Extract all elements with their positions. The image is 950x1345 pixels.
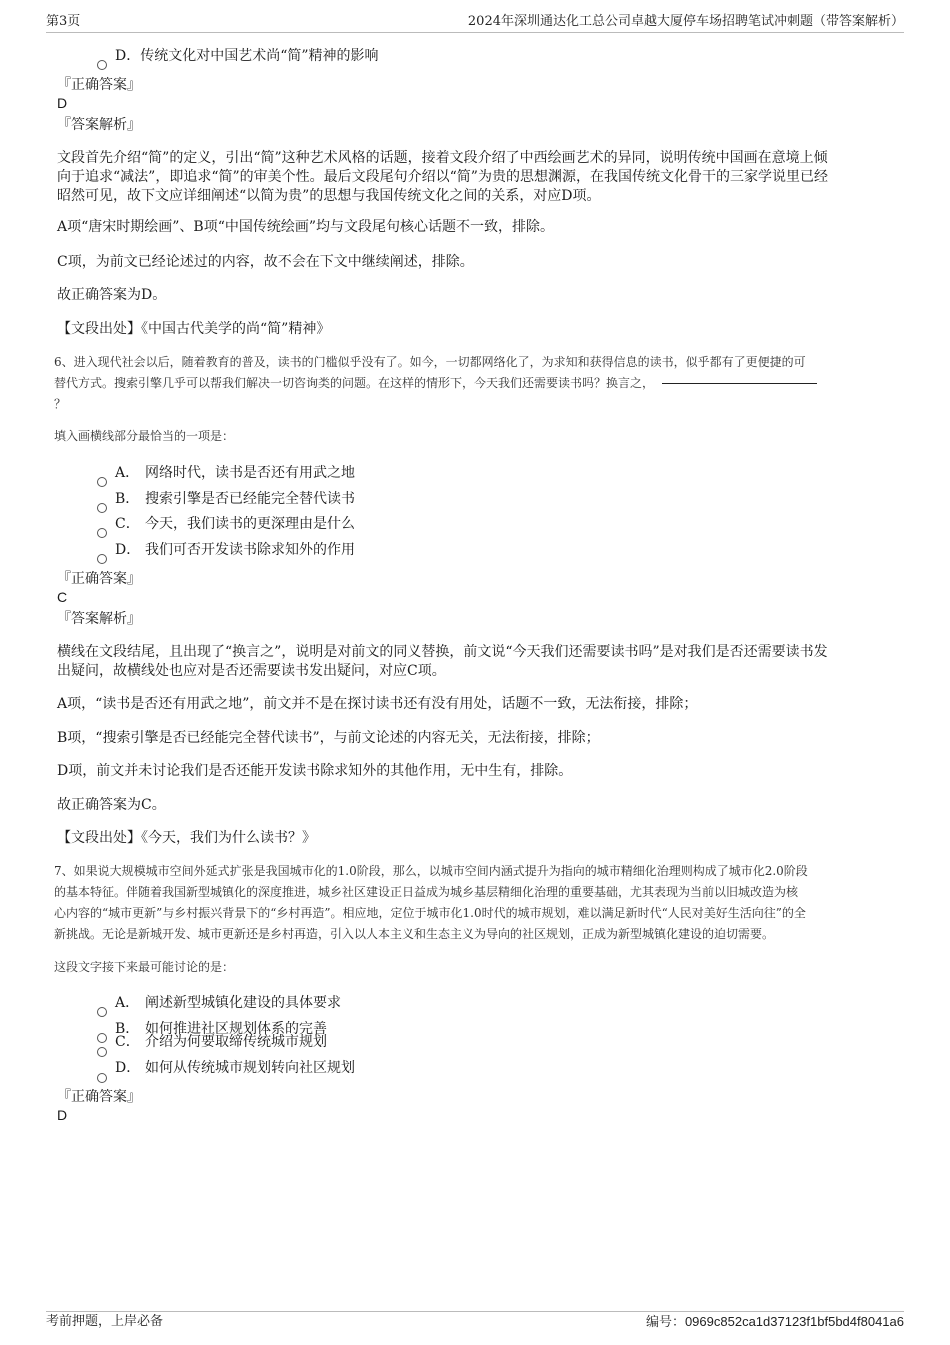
option-d-radio[interactable]: [97, 549, 107, 568]
option-text: 我们可否开发读书除求知外的作用: [145, 542, 355, 558]
option-c-radio[interactable]: [97, 1042, 107, 1061]
option-c: [115, 514, 355, 534]
answer-value: C: [57, 589, 68, 605]
stem-line: 替代方式。搜索引擎几乎可以帮我们解决一切咨询类的问题。在这样的情形下，今天我们还需要读书吗？换言之，: [54, 373, 904, 394]
source-citation: 【文段出处】《今天，我们为什么读书？》: [57, 830, 316, 846]
option-text: 阐述新型城镇化建设的具体要求: [145, 995, 341, 1011]
analysis-paragraph: A项，“读书是否还有用武之地”，前文并不是在探讨读书还有没有用处，话题不一致，无法衔接，排除；: [57, 696, 698, 712]
option-a: [115, 993, 341, 1013]
option-key: A．: [115, 465, 140, 481]
source-citation: 【文段出处】《中国古代美学的尚“简”精神》: [57, 321, 331, 337]
option-text: 搜索引擎是否已经能完全替代读书: [145, 491, 355, 507]
stem-line: 7、如果说大规模城市空间外延式扩张是我国城市化的1.0阶段，那么，以城市空间内涵式提升为指向的城市精细化治理则构成了城市化2.0阶段: [54, 864, 808, 878]
option-d-radio[interactable]: [97, 55, 107, 74]
option-d: [115, 1058, 355, 1078]
footer-divider: [46, 1311, 904, 1312]
option-d-radio[interactable]: [97, 1068, 107, 1087]
page-number: 第3页: [46, 14, 81, 29]
footer-slogan: 考前押题，上岸必备: [46, 1314, 164, 1329]
answer-value: D: [57, 1107, 68, 1123]
analysis-line: 横线在文段结尾，且出现了“换言之”，说明是对前文的同义替换，前文说“今天我们还需要读书吗”是对我们是否还需要读书发: [57, 644, 828, 660]
analysis-paragraph: 故正确答案为D。: [57, 287, 167, 303]
analysis-paragraph: 故正确答案为C。: [57, 797, 166, 813]
option-key: B．: [115, 491, 140, 507]
document-id: [646, 1314, 904, 1331]
analysis-paragraph: D项，前文并未讨论我们是否还能开发读书除求知外的其他作用，无中生有，排除。: [57, 763, 573, 779]
option-a-radio[interactable]: [97, 472, 107, 491]
option-a: [115, 463, 355, 483]
analysis-line: 出疑问，故横线处也应对是否还需要读书发出疑问，对应C项。: [57, 663, 446, 679]
stem-line: 心内容的“城市更新”与乡村振兴背景下的“乡村再造”。相应地，定位于城市化1.0时代的城市规划，难以满足新时代“人民对美好生活向往”的全: [54, 906, 806, 920]
question-stem: [54, 352, 904, 415]
question-prompt: 这段文字接下来最可能讨论的是：: [54, 960, 235, 974]
analysis-line: 向于追求“减法”，即追求“简”的审美个性。最后文段尾句介绍以“简”为贵的思想渊源，在我国传统文化骨干的三家学说里已经: [57, 169, 828, 185]
answer-label: 『正确答案』: [57, 571, 141, 587]
option-key: D．: [115, 542, 141, 558]
header-divider: [46, 32, 904, 33]
answer-value: D: [57, 95, 68, 111]
option-text: 如何从传统城市规划转向社区规划: [145, 1060, 355, 1076]
analysis-label: 『答案解析』: [57, 117, 141, 133]
analysis-paragraph: [57, 149, 907, 206]
option-text: 介绍为何要取缔传统城市规划: [145, 1034, 327, 1050]
option-text: 网络时代，读书是否还有用武之地: [145, 465, 355, 481]
document-id-value: 0969c852ca1d37123f1bf5bd4f8041a6: [684, 1314, 904, 1329]
analysis-label: 『答案解析』: [57, 611, 141, 627]
option-text: 如何推进社区规划体系的完善: [145, 1021, 327, 1037]
analysis-line: 昭然可见，故下文应详细阐述“以简为贵”的思想与我国传统文化之间的关系，对应D项。: [57, 188, 601, 204]
option-a-radio[interactable]: [97, 1002, 107, 1021]
option-key: C．: [115, 1034, 140, 1050]
stem-line: 新挑战。无论是新城开发、城市更新还是乡村再造，引入以人本主义和生态主义为导向的社区规划，正成为新型城镇化建设的迫切需要。: [54, 927, 775, 941]
option-d: [115, 540, 355, 560]
answer-label: 『正确答案』: [57, 77, 141, 93]
question-prompt: 填入画横线部分最恰当的一项是：: [54, 429, 235, 443]
option-key: B．: [115, 1021, 140, 1037]
analysis-paragraph: [57, 643, 907, 681]
option-text: 传统文化对中国艺术尚“简”精神的影响: [140, 48, 379, 64]
analysis-line: 文段首先介绍“简”的定义，引出“简”这种艺术风格的话题，接着文段介绍了中西绘画艺术的异同，说明传统中国画在意境上倾: [57, 150, 828, 166]
document-id-label: 编号：: [645, 1315, 685, 1330]
answer-label: 『正确答案』: [57, 1089, 141, 1105]
stem-line: 6、进入现代社会以后，随着教育的普及，读书的门槛似乎没有了。如今，一切都网络化了，为求知和获得信息的读书，似乎都有了更便捷的可: [54, 355, 806, 369]
option-d: [115, 46, 379, 66]
option-key: D．: [115, 1060, 141, 1076]
stem-line: ？: [54, 397, 67, 411]
option-key: D．: [115, 48, 141, 64]
analysis-paragraph: A项“唐宋时期绘画”、B项“中国传统绘画”均与文段尾句核心话题不一致，排除。: [57, 219, 555, 235]
option-key: C．: [115, 516, 140, 532]
option-b: [115, 489, 355, 509]
stem-line: 的基本特征。伴随着我国新型城镇化的深度推进，城乡社区建设正日益成为城乡基层精细化治理的重要基础，尤其表现为当前以旧城改造为核: [54, 885, 799, 899]
fill-blank: [662, 383, 817, 384]
question-stem: [54, 861, 904, 945]
document-title: 2024年深圳通达化工总公司卓越大厦停车场招聘笔试冲刺题（带答案解析）: [467, 14, 904, 29]
option-text: 今天，我们读书的更深理由是什么: [145, 516, 355, 532]
option-c: [115, 1032, 327, 1052]
option-c-radio[interactable]: [97, 523, 107, 542]
analysis-paragraph: C项，为前文已经论述过的内容，故不会在下文中继续阐述，排除。: [57, 254, 474, 270]
option-key: A．: [115, 995, 140, 1011]
analysis-paragraph: B项，“搜索引擎是否已经能完全替代读书”，与前文论述的内容无关，无法衔接，排除；: [57, 730, 600, 746]
option-b-radio[interactable]: [97, 498, 107, 517]
